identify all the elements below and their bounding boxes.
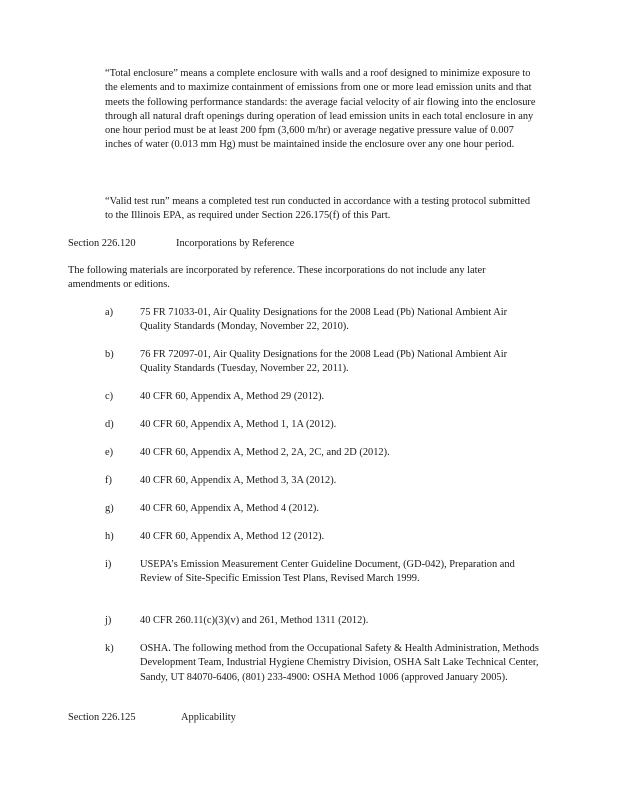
definition-total-enclosure: “Total enclosure” means a complete enclosure with walls and a roof designed to minimize exposure to the elements and to maximize containment of emissions from one or more lead emission units and that meets the following performance standards: the average facial velocity of air flowing into the enclosure through all natural draft openings during operation of lead emission units in each total enclosure in any one hour period must be at least 200 fpm (3,600 m/hr) or average negative pressure value of 0.007 inches of water (0.013 mm Hg) must be maintained inside the enclosure over any one hour period. (105, 68, 536, 151)
list-item-text: OSHA. The following method from the Occupational Safety & Health Administration, Methods Development Team, Industrial Hygiene Chemistry Division, OSHA Salt Lake Technical Center, Sandy, UT 84070-6406, (801) 233-4900: OSHA Method 1006 (approved January 2005). (140, 643, 539, 683)
list-item-text: USEPA’s Emission Measurement Center Guideline Document, (GD-042), Preparation and Review of Site-Specific Emission Test Plans, Revised March 1999. (140, 559, 515, 585)
section-title: Incorporations by Reference (176, 238, 295, 249)
list-item-text: 40 CFR 260.11(c)(3)(v) and 261, Method 1311 (2012). (140, 615, 369, 626)
list-item-label: f) (105, 475, 112, 486)
list-item-label: g) (105, 503, 114, 514)
section-number: Section 226.120 (68, 238, 136, 249)
list-item-label: i) (105, 559, 112, 570)
section-number: Section 226.125 (68, 712, 136, 723)
list-item-label: a) (105, 307, 114, 318)
section-title: Applicability (181, 712, 236, 723)
list-item-text: 40 CFR 60, Appendix A, Method 1, 1A (2012). (140, 419, 337, 430)
list-item-text: 40 CFR 60, Appendix A, Method 12 (2012). (140, 531, 325, 542)
definition-valid-test-run: “Valid test run” means a completed test run conducted in accordance with a testing protocol submitted to the Illinois EPA, as required under Section 226.175(f) of this Part. (105, 196, 531, 222)
section-heading-226-120 (68, 237, 295, 251)
list-item-text: 40 CFR 60, Appendix A, Method 2, 2A, 2C, and 2D (2012). (140, 447, 390, 458)
list-item-text: 76 FR 72097-01, Air Quality Designations for the 2008 Lead (Pb) National Ambient Air Quality Standards (Tuesday, November 22, 2011). (140, 349, 508, 375)
list-item-label: e) (105, 447, 114, 458)
list-item-text: 75 FR 71033-01, Air Quality Designations for the 2008 Lead (Pb) National Ambient Air Quality Standards (Monday, November 22, 2010). (140, 307, 508, 333)
intro-paragraph: The following materials are incorporated by reference. These incorporations do not include any later amendments or editions. (68, 265, 486, 291)
list-item-label: c) (105, 391, 114, 402)
list-item-label: k) (105, 643, 114, 654)
list-item-label: d) (105, 419, 114, 430)
list-item-label: h) (105, 531, 114, 542)
section-heading-226-125 (68, 711, 236, 725)
list-item-text: 40 CFR 60, Appendix A, Method 29 (2012). (140, 391, 325, 402)
list-item-text: 40 CFR 60, Appendix A, Method 4 (2012). (140, 503, 319, 514)
list-item-label: j) (105, 615, 112, 626)
list-item-text: 40 CFR 60, Appendix A, Method 3, 3A (2012). (140, 475, 337, 486)
list-item-label: b) (105, 349, 114, 360)
